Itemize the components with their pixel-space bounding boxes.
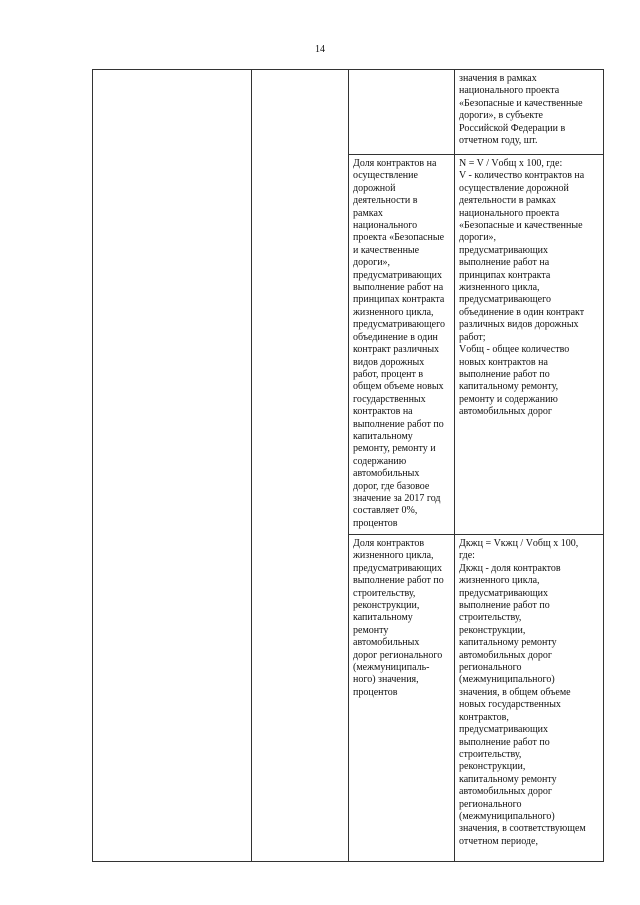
table-cell-formula — [455, 155, 604, 535]
table-cell-indicator — [349, 155, 455, 535]
table-cell-formula — [455, 535, 604, 862]
table-cell-project — [93, 70, 252, 862]
table-cell-indicator — [349, 70, 455, 155]
formula-text: N = V / Vобщ x 100, где: V - количество контрактов на осуществление дорожной деятельности в рамках национального проекта «Безопасные и качественные дороги», предусматривающих выполнение работ на принципах контракта жизненного цикла, предусматривающего объединение в один контракт различных видов дорожных работ; Vобщ - общее количество новых контрактов на выполнение работ по капитальному ремонту, ремонту и содержанию автомобильных дорог — [459, 158, 585, 418]
table-cell-formula — [455, 70, 604, 155]
indicator-text: Доля контрактов жизненного цикла, предусматривающих выполнение работ по строительству, реконструкции, капитальному ремонту автомобильных дорог регионального (межмуниципаль- ного) значения, процентов — [353, 538, 444, 698]
indicators-table — [92, 69, 604, 862]
table-cell-goal — [252, 70, 349, 862]
table-row — [93, 70, 604, 155]
formula-text: Дкжц = Vкжц / Vобщ x 100, где: Дкжц - доля контрактов жизненного цикла, предусматривающих выполнение работ по строительству, реконструкции, капитальному ремонту автомобильных дорог регионального (межмуниципального) значения, в общем объеме новых государственных контрактов, предусматривающих выполнение работ по строительству, реконструкции, капитальному ремонту автомобильных дорог регионального (межмуниципального) значения, в соответствующем отчетном периоде, — [459, 538, 586, 847]
indicator-text: Доля контрактов на осуществление дорожной деятельности в рамках национального проекта «Безопасные и качественные дороги», предусматривающих выполнение работ на принципах контракта жизненного цикла, предусматривающего объединение в один контракт различных видов дорожных работ, процент в общем объеме новых государственных контрактов на выполнение работ по капитальному ремонту, ремонту и содержанию автомобильных дорог, где базовое значение за 2017 год составляет 0%, процентов — [353, 158, 445, 529]
indicator-text — [349, 70, 454, 76]
page-number: 14 — [315, 44, 325, 55]
formula-text: значения в рамках национального проекта «Безопасные и качественные дороги», в субъекте Российской Федерации в отчетном году, шт. — [459, 73, 583, 147]
table-cell-indicator — [349, 535, 455, 862]
